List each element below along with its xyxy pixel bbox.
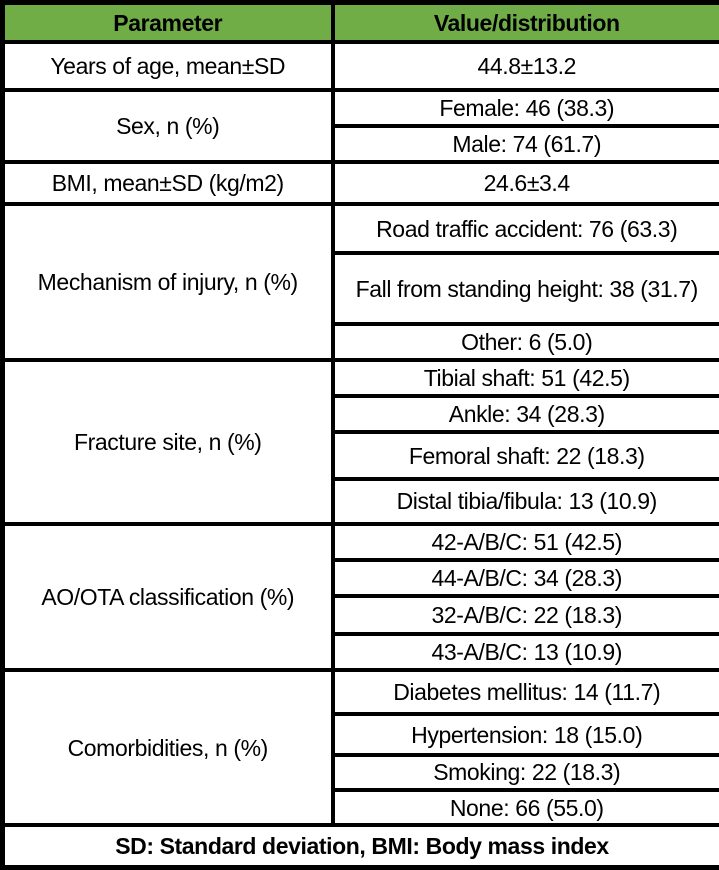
value-cell-aoota-32: 32-A/B/C: 22 (18.3) — [333, 596, 719, 634]
value-cell-mechanism-fall: Fall from standing height: 38 (31.7) — [333, 253, 719, 325]
footnote-cell: SD: Standard deviation, BMI: Body mass index — [3, 825, 719, 867]
param-cell-comorbidities: Comorbidities, n (%) — [3, 670, 333, 826]
param-cell-bmi: BMI, mean±SD (kg/m2) — [3, 162, 333, 205]
value-cell-sex-female: Female: 46 (38.3) — [333, 90, 719, 126]
table-row — [3, 90, 719, 126]
table-row — [3, 360, 719, 396]
value-cell-sex-male: Male: 74 (61.7) — [333, 126, 719, 161]
table-footer-row — [3, 825, 719, 867]
table-header-row — [3, 3, 719, 43]
param-cell-mechanism: Mechanism of injury, n (%) — [3, 204, 333, 360]
value-cell-site-tibial: Tibial shaft: 51 (42.5) — [333, 360, 719, 396]
value-cell-site-ankle: Ankle: 34 (28.3) — [333, 396, 719, 432]
value-cell-aoota-42: 42-A/B/C: 51 (42.5) — [333, 524, 719, 560]
value-cell-mechanism-other: Other: 6 (5.0) — [333, 324, 719, 359]
param-cell-sex: Sex, n (%) — [3, 90, 333, 162]
value-cell-mechanism-rta: Road traffic accident: 76 (63.3) — [333, 204, 719, 253]
table-row — [3, 42, 719, 90]
table-row — [3, 162, 719, 205]
value-cell-site-distal: Distal tibia/fibula: 13 (10.9) — [333, 479, 719, 524]
value-cell-comorbidity-none: None: 66 (55.0) — [333, 790, 719, 825]
table-row — [3, 524, 719, 560]
value-cell-site-femoral: Femoral shaft: 22 (18.3) — [333, 432, 719, 479]
table-row — [3, 204, 719, 253]
value-cell-aoota-43: 43-A/B/C: 13 (10.9) — [333, 634, 719, 669]
value-cell-aoota-44: 44-A/B/C: 34 (28.3) — [333, 560, 719, 596]
value-cell-comorbidity-hypertension: Hypertension: 18 (15.0) — [333, 714, 719, 754]
table-row — [3, 670, 719, 715]
value-cell-comorbidity-diabetes: Diabetes mellitus: 14 (11.7) — [333, 670, 719, 715]
value-cell-bmi: 24.6±3.4 — [333, 162, 719, 205]
param-cell-aoota: AO/OTA classification (%) — [3, 524, 333, 670]
param-cell-fracture-site: Fracture site, n (%) — [3, 360, 333, 524]
param-cell-age: Years of age, mean±SD — [3, 42, 333, 90]
value-cell-comorbidity-smoking: Smoking: 22 (18.3) — [333, 755, 719, 790]
param-header-cell: Parameter — [3, 3, 333, 43]
value-cell-age: 44.8±13.2 — [333, 42, 719, 90]
value-header-cell: Value/distribution — [333, 3, 719, 43]
